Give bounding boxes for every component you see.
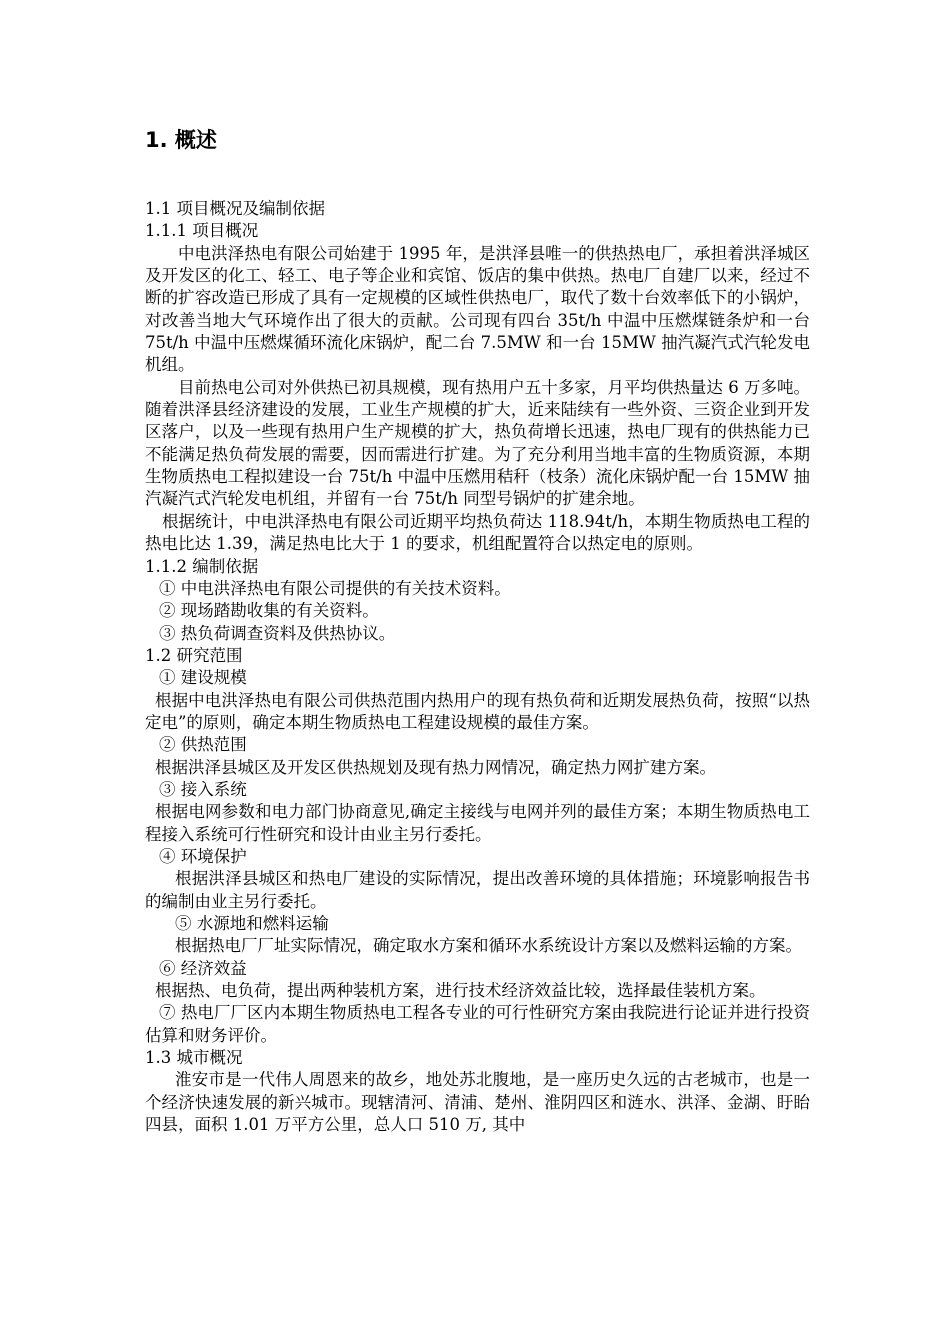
body-paragraph: 根据电网参数和电力部门协商意见,确定主接线与电网并列的最佳方案；本期生物质热电工程接入系统可行性研究和设计由业主另行委托。	[145, 802, 810, 844]
list-item: ① 建设规模	[159, 668, 247, 688]
body-paragraph: 淮安市是一代伟人周恩来的故乡，地处苏北腹地，是一座历史久远的古老城市，也是一个经济快速发展的新兴城市。现辖清河、清浦、楚州、淮阴四区和涟水、洪泽、金湖、盱眙四县，面积 1.01 万平方公里，总人口 510 万, 其中	[145, 1070, 810, 1135]
list-item: ⑥ 经济效益	[159, 958, 247, 978]
list-item: ④ 环境保护	[159, 846, 247, 866]
list-item: ② 现场踏勘收集的有关资料。	[159, 601, 379, 621]
body-paragraph: 根据洪泽县城区及开发区供热规划及现有热力网情况，确定热力网扩建方案。	[155, 757, 716, 777]
body-paragraph: 根据统计，中电洪泽热电有限公司近期平均热负荷达 118.94t/h，本期生物质热电工程的热电比达 1.39，满足热电比大于 1 的要求，机组配置符合以热定电的原则。	[145, 511, 810, 554]
list-item: ⑤ 水源地和燃料运输	[175, 914, 329, 933]
body-paragraph: 根据中电洪泽热电有限公司供热范围内热用户的现有热负荷和近期发展热负荷，按照“以热定电”的原则，确定本期生物质热电工程建设规模的最佳方案。	[145, 690, 810, 732]
list-item: ③ 热负荷调查资料及供热协议。	[159, 623, 396, 643]
body-paragraph: 根据洪泽县城区和热电厂建设的实际情况，提出改善环境的具体措施；环境影响报告书的编制由业主另行委托。	[145, 869, 810, 911]
subsection-heading: 1.1.1 项目概况	[145, 221, 259, 241]
subsection-heading: 1.3 城市概况	[145, 1048, 243, 1068]
list-item: ② 供热范围	[159, 735, 247, 755]
body-paragraph: 根据热、电负荷，提出两种装机方案，进行技术经济效益比较，选择最佳装机方案。	[155, 981, 766, 1001]
list-item: ③ 接入系统	[159, 779, 247, 799]
body-paragraph: 根据热电厂厂址实际情况，确定取水方案和循环水系统设计方案以及燃料运输的方案。	[175, 936, 802, 956]
subsection-heading: 1.1 项目概况及编制依据	[145, 199, 325, 218]
section-heading: 1. 概述	[145, 128, 217, 152]
subsection-heading: 1.1.2 编制依据	[145, 556, 259, 576]
document-body	[145, 198, 810, 1136]
body-paragraph: 目前热电公司对外供热已初具规模，现有热用户五十多家，月平均供热量达 6 万多吨。随着洪泽县经济建设的发展，工业生产规模的扩大，近来陆续有一些外资、三资企业到开发区落户，以及一些现有热用户生产规模的扩大，热负荷增长迅速，热电厂现有的供热能力已不能满足热负荷发展的需要，因而需进行扩建。为了充分利用当地丰富的生物质资源，本期生物质热电工程拟建设一台 75t/h 中温中压燃用秸秆（枝条）流化床锅炉配一台 15MW 抽汽凝汽式汽轮发电机组，并留有一台 75t/h 同型号锅炉的扩建余地。	[145, 377, 810, 509]
subsection-heading: 1.2 研究范围	[145, 645, 243, 665]
body-paragraph: 中电洪泽热电有限公司始建于 1995 年，是洪泽县唯一的供热热电厂，承担着洪泽城区及开发区的化工、轻工、电子等企业和宾馆、饭店的集中供热。热电厂自建厂以来，经过不断的扩容改造已形成了具有一定规模的区域性供热电厂，取代了数十台效率低下的小锅炉，对改善当地大气环境作出了很大的贡献。公司现有四台 35t/h 中温中压燃煤链条炉和一台 75t/h 中温中压燃煤循环流化床锅炉，配二台 7.5MW 和一台 15MW 抽汽凝汽式汽轮发电机组。	[145, 243, 810, 375]
list-item: ① 中电洪泽热电有限公司提供的有关技术资料。	[159, 578, 511, 598]
body-paragraph: ⑦ 热电厂厂区内本期生物质热电工程各专业的可行性研究方案由我院进行论证并进行投资估算和财务评价。	[145, 1003, 810, 1045]
